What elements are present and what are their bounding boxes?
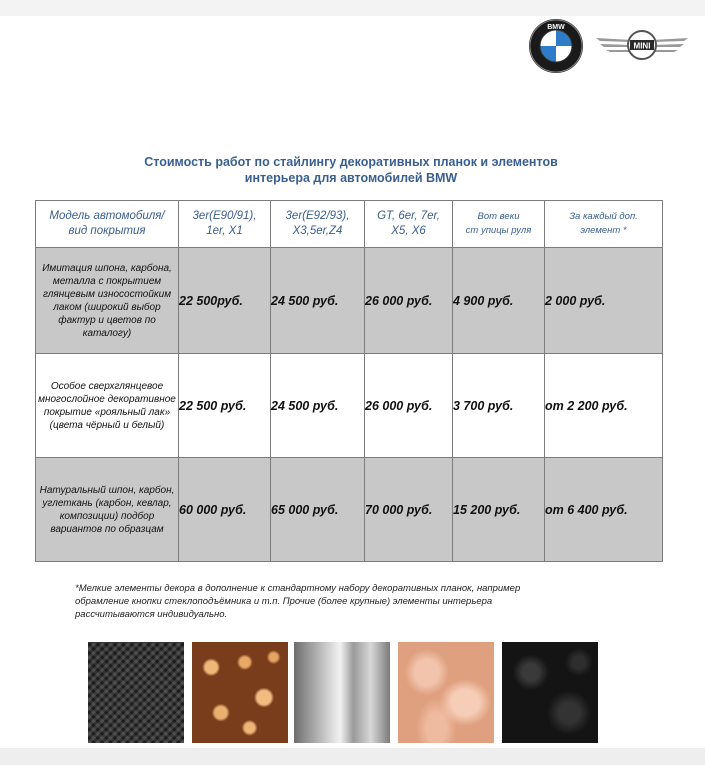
row-description: Особое сверхглянцевое многослойное декоративное покрытие «рояльный лак» (цвета чёрный и белый) (36, 354, 179, 458)
black-leather-swatch (502, 642, 598, 743)
row-description: Имитация шпона, карбона, металла с покрытием глянцевым износостойким лаком (широкий выбор фактур и цветов по каталогу) (36, 248, 179, 354)
price-cell: от 6 400 руб. (545, 458, 663, 562)
bmw-logo (528, 18, 584, 74)
header-steering: Вот веки ст упицы руля (453, 201, 545, 248)
footnote-line-3: рассчитываются индивидуально. (75, 609, 228, 620)
table-header-row (36, 201, 663, 248)
brushed-metal-swatch (294, 642, 390, 743)
price-cell: 22 500руб. (179, 248, 271, 354)
price-cell: 24 500 руб. (271, 354, 365, 458)
price-cell: 2 000 руб. (545, 248, 663, 354)
price-cell: 65 000 руб. (271, 458, 365, 562)
price-cell: 26 000 руб. (365, 248, 453, 354)
header-3er-e90: 3er(E90/91), 1er, X1 (179, 201, 271, 248)
price-cell: от 2 200 руб. (545, 354, 663, 458)
price-table (35, 200, 663, 562)
table-row (36, 248, 663, 354)
price-cell: 4 900 руб. (453, 248, 545, 354)
price-cell: 70 000 руб. (365, 458, 453, 562)
bottom-bar (0, 748, 705, 765)
price-cell: 24 500 руб. (271, 248, 365, 354)
material-swatches (88, 642, 598, 743)
burl-wood-swatch (192, 642, 288, 743)
price-cell: 26 000 руб. (365, 354, 453, 458)
header-extra-element: За каждый доп. элемент * (545, 201, 663, 248)
price-cell: 22 500 руб. (179, 354, 271, 458)
mini-logo (592, 24, 692, 64)
table-row (36, 458, 663, 562)
page-title (40, 154, 662, 186)
price-cell: 15 200 руб. (453, 458, 545, 562)
footnote-line-2: обрамление кнопки стеклоподъёмника и т.п. Прочие (более крупные) элементы интерьера (75, 596, 493, 607)
top-bar (0, 0, 705, 16)
header-3er-e92: 3er(E92/93), X3,5er,Z4 (271, 201, 365, 248)
title-line-1: Стоимость работ по стайлингу декоративных планок и элементов (144, 155, 558, 169)
carbon-swatch (88, 642, 184, 743)
title-line-2: интерьера для автомобилей BMW (244, 171, 458, 185)
footnote-line-1: *Мелкие элементы декора в дополнение к стандартному набору декоративных планок, например (75, 583, 521, 594)
rose-wood-swatch (398, 642, 494, 743)
table-row (36, 354, 663, 458)
price-cell: 60 000 руб. (179, 458, 271, 562)
price-cell: 3 700 руб. (453, 354, 545, 458)
svg-text:BMW: BMW (547, 24, 565, 31)
header-model: Модель автомобиля/ вид покрытия (36, 201, 179, 248)
brand-logos (528, 18, 698, 74)
svg-text:MINI: MINI (633, 41, 651, 51)
row-description: Натуральный шпон, карбон, углеткань (карбон, кевлар, композиции) подбор вариантов по образцам (36, 458, 179, 562)
footnote (75, 582, 635, 621)
header-gt: GT, 6er, 7er, X5, X6 (365, 201, 453, 248)
